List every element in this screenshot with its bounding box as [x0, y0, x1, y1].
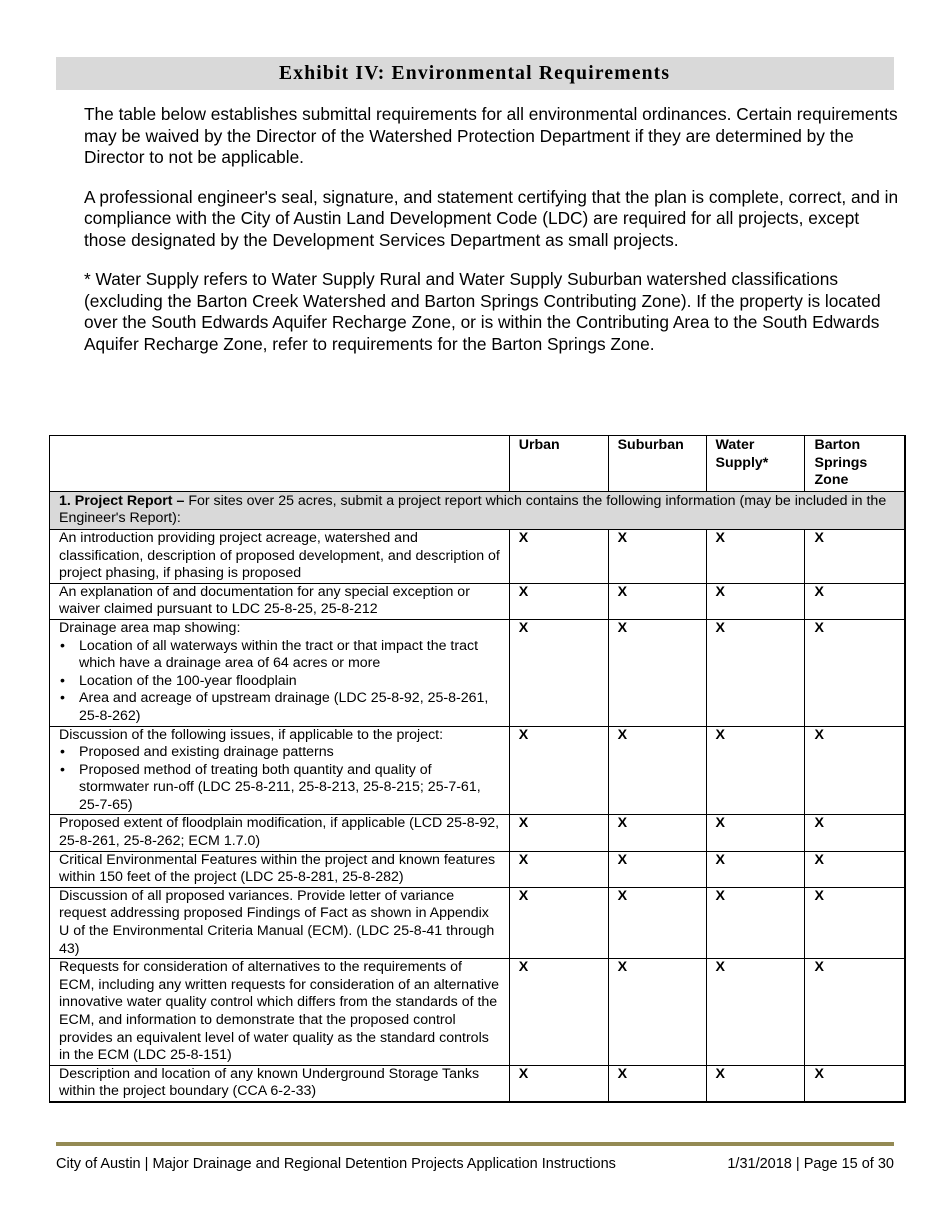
- requirement-description: [50, 887, 510, 958]
- requirement-text: Proposed extent of floodplain modification, if applicable (LCD 25-8-92, 25-8-261, 25-8-262; ECM 1.7.0): [59, 815, 500, 850]
- barton-springs-mark: X: [805, 959, 905, 1066]
- header-suburban: Suburban: [608, 436, 706, 492]
- water-supply-footnote: * Water Supply refers to Water Supply Rural and Water Supply Suburban watershed classifications (excluding the Barton Creek Watershed and Barton Springs Contributing Zone). If the property is located over the South Edwards Aquifer Recharge Zone, or is within the Contributing Area to the South Edwards Aquifer Recharge Zone, refer to requirements for the Barton Springs Zone.: [84, 269, 881, 354]
- barton-springs-mark: X: [805, 726, 905, 815]
- suburban-mark: X: [608, 619, 706, 726]
- requirement-text: Description and location of any known Underground Storage Tanks within the project boundary (CCA 6-2-33): [59, 1065, 480, 1100]
- water-supply-mark: X: [706, 583, 805, 619]
- requirement-description: [50, 959, 510, 1066]
- barton-springs-mark: X: [805, 583, 905, 619]
- intro-text: [84, 104, 899, 373]
- requirement-text: An introduction providing project acreage, watershed and classification, description of proposed development, and description of project phasing, if phasing is proposed: [59, 529, 500, 582]
- header-barton-springs-zone: Barton Springs Zone: [805, 436, 905, 492]
- footer-rule: [56, 1142, 894, 1146]
- urban-mark: X: [509, 583, 608, 619]
- requirement-description: [50, 529, 510, 583]
- table-row: [50, 1065, 906, 1102]
- footer-document-title: City of Austin | Major Drainage and Regional Detention Projects Application Instructions: [56, 1156, 616, 1172]
- requirement-description: [50, 851, 510, 887]
- urban-mark: X: [509, 1065, 608, 1102]
- barton-springs-mark: X: [805, 619, 905, 726]
- footer-date-page: 1/31/2018 | Page 15 of 30: [727, 1156, 894, 1172]
- requirement-bullet: • Location of all waterways within the tract or that impact the tract which have a drainage area of 64 acres or more: [79, 638, 501, 673]
- suburban-mark: X: [608, 1065, 706, 1102]
- environmental-requirements-table: [49, 435, 906, 1103]
- barton-springs-mark: X: [805, 529, 905, 583]
- page-title: Exhibit IV: Environmental Requirements: [279, 62, 671, 84]
- section-row-project-report: [50, 491, 906, 529]
- requirement-bullet: • Area and acreage of upstream drainage (LDC 25-8-92, 25-8-261, 25-8-262): [79, 690, 501, 725]
- suburban-mark: X: [608, 529, 706, 583]
- urban-mark: X: [509, 529, 608, 583]
- urban-mark: X: [509, 619, 608, 726]
- intro-paragraph-2: A professional engineer's seal, signature, and statement certifying that the plan is complete, correct, and in compliance with the City of Austin Land Development Code (LDC) are required for all projects, except those designated by the Development Services Department as small projects.: [84, 186, 899, 250]
- suburban-mark: X: [608, 851, 706, 887]
- water-supply-mark: X: [706, 529, 805, 583]
- suburban-mark: X: [608, 815, 706, 851]
- table-row: [50, 815, 906, 851]
- table-row: [50, 959, 906, 1066]
- barton-springs-mark: X: [805, 887, 905, 958]
- water-supply-mark: X: [706, 1065, 805, 1102]
- suburban-mark: X: [608, 887, 706, 958]
- water-supply-mark: X: [706, 815, 805, 851]
- header-water-supply: Water Supply*: [706, 436, 805, 492]
- table-header-row: [50, 436, 906, 492]
- requirement-bullet: • Proposed method of treating both quantity and quality of stormwater run-off (LDC 25-8-211, 25-8-213, 25-8-215; 25-7-61, 25-7-65): [79, 762, 501, 815]
- requirement-text: Drainage area map showing:: [59, 619, 241, 636]
- table-row: [50, 851, 906, 887]
- table-row: [50, 887, 906, 958]
- requirement-description: [50, 726, 510, 815]
- requirement-text: Critical Environmental Features within the project and known features within 150 feet of the project (LDC 25-8-281, 25-8-282): [59, 851, 496, 886]
- requirement-bullet: • Proposed and existing drainage patterns: [79, 744, 501, 762]
- section-description: For sites over 25 acres, submit a project report which contains the following information (may be included in the Engineer's Report):: [59, 492, 887, 527]
- requirement-text: Discussion of all proposed variances. Provide letter of variance request addressing proposed Findings of Fact as shown in Appendix U of the Environmental Criteria Manual (ECM). (LDC 25-8-41 through 43): [59, 887, 495, 957]
- requirement-bullet: • Location of the 100-year floodplain: [79, 673, 501, 691]
- barton-springs-mark: X: [805, 851, 905, 887]
- exhibit-title-bar: [56, 57, 894, 90]
- requirement-bullet-list: [59, 638, 501, 726]
- requirement-description: [50, 583, 510, 619]
- requirement-text: Requests for consideration of alternatives to the requirements of ECM, including any written requests for consideration of an alternative innovative water quality control which differs from the standards of the ECM, and information to demonstrate that the proposed control provides an equivalent level of water quality as the standard controls in the ECM (LDC 25-8-151): [59, 959, 500, 1064]
- header-requirement: [50, 436, 510, 492]
- requirement-bullet-list: [59, 744, 501, 814]
- requirement-description: [50, 815, 510, 851]
- suburban-mark: X: [608, 583, 706, 619]
- table-row: [50, 583, 906, 619]
- requirement-description: [50, 1065, 510, 1102]
- table-row: [50, 726, 906, 815]
- barton-springs-mark: X: [805, 815, 905, 851]
- page-footer: [56, 1156, 894, 1172]
- requirement-text: An explanation of and documentation for any special exception or waiver claimed pursuant to LDC 25-8-25, 25-8-212: [59, 583, 470, 618]
- water-supply-mark: X: [706, 619, 805, 726]
- requirement-description: [50, 619, 510, 726]
- requirement-text: Discussion of the following issues, if applicable to the project:: [59, 726, 444, 743]
- barton-springs-mark: X: [805, 1065, 905, 1102]
- water-supply-mark: X: [706, 726, 805, 815]
- water-supply-mark: X: [706, 887, 805, 958]
- water-supply-mark: X: [706, 959, 805, 1066]
- urban-mark: X: [509, 726, 608, 815]
- table-row: [50, 529, 906, 583]
- urban-mark: X: [509, 887, 608, 958]
- suburban-mark: X: [608, 959, 706, 1066]
- urban-mark: X: [509, 959, 608, 1066]
- suburban-mark: X: [608, 726, 706, 815]
- urban-mark: X: [509, 851, 608, 887]
- header-urban: Urban: [509, 436, 608, 492]
- table-row: [50, 619, 906, 726]
- water-supply-mark: X: [706, 851, 805, 887]
- urban-mark: X: [509, 815, 608, 851]
- intro-paragraph-1: The table below establishes submittal requirements for all environmental ordinances. Certain requirements may be waived by the Director of the Watershed Protection Department if they are determined by the Director to not be applicable.: [84, 104, 898, 167]
- section-label: 1. Project Report –: [59, 492, 185, 509]
